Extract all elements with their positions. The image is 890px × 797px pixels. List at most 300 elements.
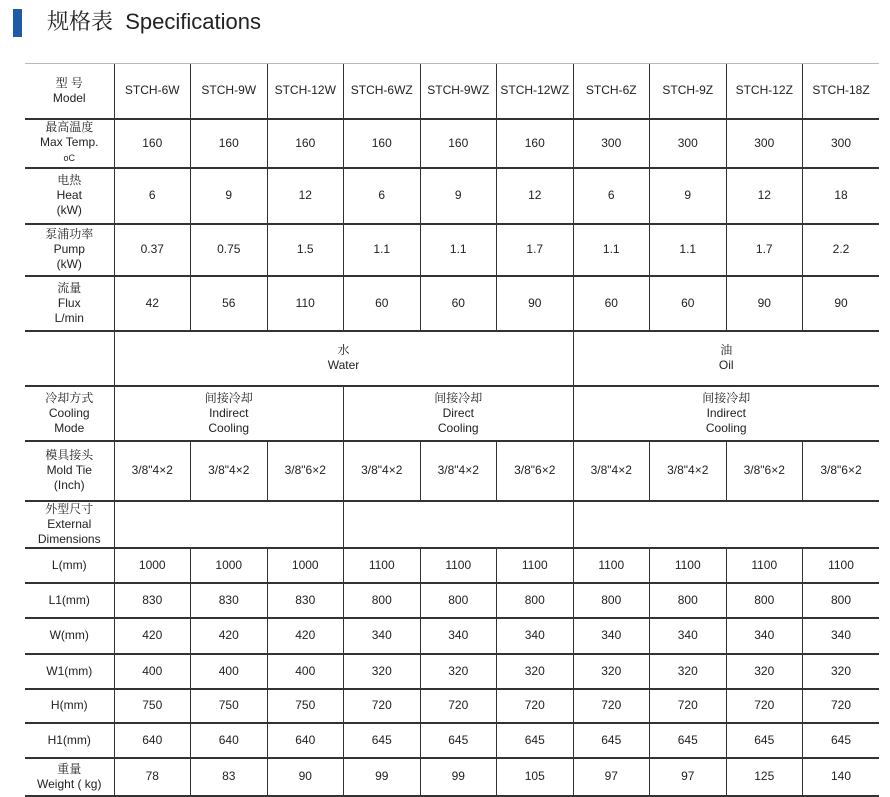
weight-value-text: 105 — [524, 769, 545, 783]
dim-value — [267, 618, 344, 654]
flux-row — [25, 276, 879, 331]
dim-value-text: 400 — [295, 663, 316, 678]
model-name — [114, 64, 191, 119]
medium-label — [25, 331, 114, 386]
dim-value — [497, 548, 574, 583]
mold_tie-value — [726, 441, 803, 501]
dim-label — [25, 583, 114, 618]
pump-label-text: Pump — [53, 242, 85, 256]
pump-value — [344, 224, 421, 276]
dim-value — [650, 583, 727, 618]
dim-value — [650, 618, 727, 654]
external-water — [114, 501, 344, 548]
flux-value — [114, 276, 191, 331]
weight-value-text: 78 — [145, 769, 159, 783]
pump-value-text: 1.5 — [296, 242, 314, 256]
pump-value — [726, 224, 803, 276]
dim-value — [344, 654, 421, 689]
flux-value-text: 110 — [295, 295, 315, 310]
dim-value — [191, 723, 268, 758]
dim-value — [650, 548, 727, 583]
dim-value-text: 720 — [371, 698, 392, 712]
heat-value — [803, 168, 880, 224]
medium-row — [25, 331, 879, 386]
pump-label — [25, 224, 114, 276]
medium-oil — [573, 331, 879, 386]
dim-value-text: 340 — [830, 628, 852, 642]
dim-value — [803, 548, 880, 583]
heat-value-text: 12 — [757, 188, 771, 202]
max_temp-value-text: 160 — [371, 135, 392, 150]
mold_tie-value — [191, 441, 268, 501]
cooling-mode-text: Cooling — [437, 420, 479, 435]
dim-value — [573, 548, 650, 583]
dim-value — [344, 723, 421, 758]
heat-value-text: 18 — [834, 188, 848, 202]
max_temp-value — [803, 119, 880, 168]
dim-value-text: 645 — [371, 732, 392, 747]
flux-value-text: 60 — [604, 295, 618, 310]
model-name-text: STCH-12Z — [735, 83, 793, 98]
model-name-text: STCH-6W — [124, 83, 180, 98]
dim-value-text: 340 — [448, 628, 469, 642]
dim-value — [420, 618, 497, 654]
model-row — [25, 64, 879, 119]
heat-label — [25, 168, 114, 224]
weight-label-text: Weight ( kg) — [37, 776, 102, 791]
model-name-text: STCH-12WZ — [500, 83, 570, 98]
dim-value-text: 645 — [524, 732, 545, 747]
external-oil — [573, 501, 879, 548]
mold_tie-value-text: 3/8"6×2 — [514, 463, 556, 477]
dim-value — [803, 583, 880, 618]
dim-value — [420, 654, 497, 689]
weight-value — [344, 758, 421, 796]
dim-value-text: 800 — [830, 592, 852, 607]
dim-value — [267, 723, 344, 758]
dim-value — [573, 689, 650, 723]
heat-value-text: 9 — [225, 188, 233, 202]
dim-value-text: 800 — [677, 592, 698, 607]
dim-value — [726, 689, 803, 723]
dim-value — [803, 618, 880, 654]
dim-value — [726, 548, 803, 583]
mold_tie-value-text: 3/8"4×2 — [361, 463, 403, 477]
dim-label — [25, 723, 114, 758]
pump-value — [114, 224, 191, 276]
model-name-text: STCH-6Z — [585, 83, 637, 98]
dim-value — [114, 618, 191, 654]
pump-value — [267, 224, 344, 276]
flux-value — [344, 276, 421, 331]
dim-value — [420, 548, 497, 583]
medium-water — [114, 331, 573, 386]
pump-value — [803, 224, 880, 276]
dim-value — [114, 723, 191, 758]
dim-value-text: 1100 — [445, 557, 472, 572]
max_temp-label-text: oC — [63, 153, 75, 163]
weight-value — [497, 758, 574, 796]
cooling-mode-text: Indirect — [209, 405, 249, 420]
dim-value-text: 645 — [754, 732, 775, 747]
dim-value-text: 1100 — [521, 557, 548, 572]
model-name — [573, 64, 650, 119]
cooling-mode — [344, 386, 574, 441]
heat-row — [25, 168, 879, 224]
model-label — [25, 64, 114, 119]
dim-label-text: L(mm) — [51, 557, 87, 572]
pump-value-text: 2.2 — [832, 242, 850, 256]
dim-row — [25, 689, 879, 723]
pump-value — [191, 224, 268, 276]
model-name-text: STCH-6WZ — [350, 83, 413, 98]
dim-value — [114, 654, 191, 689]
weight-value — [650, 758, 727, 796]
mold_tie-label-text: Mold Tie — [46, 463, 92, 477]
mold_tie-value — [114, 441, 191, 501]
dim-value — [573, 654, 650, 689]
dim-value — [497, 723, 574, 758]
max_temp-label-text: Max Temp. — [40, 135, 99, 149]
max_temp-value-text: 160 — [218, 135, 239, 150]
model-name — [420, 64, 497, 119]
weight-value — [573, 758, 650, 796]
mold_tie-value-text: 3/8"6×2 — [284, 463, 326, 477]
dim-label-text: L1(mm) — [48, 592, 90, 607]
dim-value — [726, 654, 803, 689]
cooling-mode-text: 间接冷却 — [204, 390, 253, 405]
heat-value-text: 12 — [298, 188, 312, 202]
dim-value-text: 720 — [601, 698, 622, 712]
dim-value-text: 720 — [830, 698, 852, 712]
dim-value-text: 1100 — [674, 557, 701, 572]
weight-value-text: 97 — [604, 769, 618, 783]
max_temp-value-text: 300 — [601, 135, 622, 150]
heat-value — [344, 168, 421, 224]
max_temp-value — [191, 119, 268, 168]
max_temp-value-text: 300 — [754, 135, 775, 150]
pump-value-text: 0.37 — [140, 242, 164, 256]
dim-value-text: 420 — [295, 628, 316, 642]
max_temp-value-text: 160 — [524, 135, 545, 150]
dim-row — [25, 654, 879, 689]
max_temp-value — [497, 119, 574, 168]
pump-value-text: 1.1 — [449, 242, 467, 256]
max_temp-value — [344, 119, 421, 168]
dim-value-text: 1000 — [215, 557, 243, 572]
dim-value-text: 340 — [754, 628, 775, 642]
model-name — [497, 64, 574, 119]
cooling-mode-text: 间接冷却 — [434, 390, 483, 405]
model-name — [191, 64, 268, 119]
flux-label-text: 流量 — [57, 280, 82, 295]
weight-value-text: 90 — [298, 769, 312, 783]
max_temp-value-text: 160 — [142, 135, 163, 150]
pump-value-text: 1.7 — [526, 242, 544, 256]
weight-value-text: 99 — [375, 769, 389, 783]
max_temp-label-text: 最高温度 — [45, 120, 94, 134]
dim-value-text: 830 — [142, 592, 163, 607]
dim-value-text: 645 — [601, 732, 622, 747]
mold_tie-value-text: 3/8"4×2 — [590, 463, 632, 477]
dim-value-text: 420 — [142, 628, 163, 642]
dim-value — [497, 689, 574, 723]
dim-value-text: 320 — [754, 663, 775, 678]
dim-value-text: 340 — [371, 628, 392, 642]
heat-value — [726, 168, 803, 224]
external-label — [25, 501, 114, 548]
pump-value-text: 1.7 — [755, 242, 773, 256]
mold_tie-value — [573, 441, 650, 501]
cooling-label-text: 冷却方式 — [45, 390, 94, 405]
dim-value — [497, 583, 574, 618]
flux-value-text: 90 — [757, 295, 771, 310]
dim-value — [191, 618, 268, 654]
medium-water-text: 水 — [337, 343, 350, 357]
model-name — [267, 64, 344, 119]
dim-value-text: 320 — [601, 663, 622, 678]
external-label-text: 外型尺寸 — [45, 501, 94, 516]
flux-value — [573, 276, 650, 331]
dim-value — [726, 723, 803, 758]
weight-row — [25, 758, 879, 796]
heat-value-text: 12 — [528, 188, 542, 202]
dim-value-text: 830 — [218, 592, 239, 607]
dim-value-text: 340 — [524, 628, 545, 642]
pump-value — [497, 224, 574, 276]
cooling-mode-text: Direct — [442, 405, 474, 420]
dim-value-text: 320 — [830, 663, 852, 678]
dim-value — [344, 689, 421, 723]
dim-value — [573, 583, 650, 618]
dim-value — [114, 548, 191, 583]
mold_tie-label — [25, 441, 114, 501]
dim-value-text: 1100 — [598, 557, 625, 572]
heat-value — [497, 168, 574, 224]
dim-value-text: 830 — [295, 592, 316, 607]
flux-value-text: 60 — [451, 295, 465, 310]
dim-value — [191, 548, 268, 583]
cooling-mode-text: Indirect — [706, 405, 746, 420]
mold_tie-value — [650, 441, 727, 501]
title-accent-bar — [13, 9, 22, 37]
max_temp-value-text: 160 — [448, 135, 469, 150]
max_temp-value-text: 160 — [295, 135, 316, 150]
max_temp-value-text: 300 — [830, 135, 852, 150]
dim-label-text: W1(mm) — [46, 663, 93, 678]
external-row — [25, 501, 879, 548]
pump-value-text: 1.1 — [679, 242, 697, 256]
flux-value-text: 60 — [375, 295, 389, 310]
dim-value-text: 720 — [524, 698, 545, 712]
dim-value-text: 320 — [677, 663, 698, 678]
dim-label-text: H1(mm) — [47, 732, 91, 747]
dim-value-text: 400 — [218, 663, 239, 678]
dim-value-text: 640 — [295, 732, 316, 747]
weight-label — [25, 758, 114, 796]
dim-value-text: 800 — [754, 592, 775, 607]
weight-value — [726, 758, 803, 796]
mold_tie-row — [25, 441, 879, 501]
weight-value — [803, 758, 880, 796]
cooling-mode-text: 间接冷却 — [702, 390, 751, 405]
dim-value-text: 1000 — [138, 557, 166, 572]
dim-row — [25, 548, 879, 583]
model-label-text: Model — [52, 90, 86, 105]
dim-value — [267, 689, 344, 723]
weight-value — [420, 758, 497, 796]
pump-value — [573, 224, 650, 276]
dim-value — [650, 654, 727, 689]
dim-label — [25, 654, 114, 689]
heat-value-text: 6 — [607, 188, 615, 202]
pump-label-text: 泵浦功率 — [45, 227, 94, 241]
heat-value — [191, 168, 268, 224]
cooling-mode-text: Cooling — [705, 420, 747, 435]
heat-value-text: 6 — [378, 188, 386, 202]
mold_tie-value — [420, 441, 497, 501]
model-name-text: STCH-18Z — [812, 83, 870, 98]
heat-value — [420, 168, 497, 224]
pump-value-text: 1.1 — [602, 242, 620, 256]
dim-value-text: 400 — [142, 663, 163, 678]
model-name-text: STCH-9WZ — [427, 83, 490, 98]
max_temp-value-text: 300 — [677, 135, 698, 150]
cooling-mode-text: Cooling — [208, 420, 250, 435]
dim-value — [420, 723, 497, 758]
dim-value-text: 320 — [524, 663, 545, 678]
external-label-text: Dimensions — [37, 531, 101, 546]
flux-value-text: 90 — [528, 295, 542, 310]
medium-water-text: Water — [327, 358, 360, 372]
flux-label-text: L/min — [54, 310, 84, 325]
mold_tie-value — [497, 441, 574, 501]
dim-value-text: 340 — [677, 628, 698, 642]
model-name — [650, 64, 727, 119]
weight-value — [267, 758, 344, 796]
model-name — [803, 64, 880, 119]
max_temp-label — [25, 119, 114, 168]
dim-value-text: 640 — [142, 732, 163, 747]
cooling-label-text: Mode — [54, 420, 85, 435]
mold_tie-value-text: 3/8"4×2 — [437, 463, 479, 477]
dim-value-text: 750 — [218, 698, 239, 712]
flux-value-text: 90 — [834, 295, 848, 310]
max_temp-value — [267, 119, 344, 168]
dim-value-text: 750 — [295, 698, 316, 712]
dim-value — [803, 689, 880, 723]
dim-label-text: H(mm) — [50, 698, 88, 712]
cooling-mode — [114, 386, 344, 441]
pump-value — [650, 224, 727, 276]
dim-value-text: 320 — [448, 663, 469, 678]
dim-value — [497, 618, 574, 654]
dim-value — [344, 548, 421, 583]
dim-value — [267, 583, 344, 618]
dim-value — [420, 689, 497, 723]
dim-value-text: 800 — [448, 592, 469, 607]
cooling-label — [25, 386, 114, 441]
heat-value-text: 6 — [148, 188, 156, 202]
model-name-text: STCH-9Z — [662, 83, 714, 98]
spec-table — [25, 63, 879, 797]
dim-value — [191, 583, 268, 618]
dim-value-text: 720 — [677, 698, 698, 712]
mold_tie-value — [344, 441, 421, 501]
dim-value-text: 320 — [371, 663, 392, 678]
mold_tie-value — [803, 441, 880, 501]
mold_tie-value-text: 3/8"4×2 — [208, 463, 250, 477]
model-name — [726, 64, 803, 119]
flux-value — [420, 276, 497, 331]
dim-value-text: 750 — [142, 698, 163, 712]
dim-value-text: 720 — [448, 698, 469, 712]
max_temp-value — [650, 119, 727, 168]
dim-value-text: 645 — [677, 732, 698, 747]
mold_tie-value-text: 3/8"6×2 — [743, 463, 785, 477]
max_temp-value — [114, 119, 191, 168]
weight-value-text: 83 — [222, 769, 236, 783]
heat-label-text: 电热 — [57, 173, 82, 187]
dim-value — [191, 689, 268, 723]
flux-value — [803, 276, 880, 331]
mold_tie-value-text: 3/8"6×2 — [820, 463, 862, 477]
dim-row — [25, 618, 879, 654]
dim-value — [650, 689, 727, 723]
dim-value — [344, 618, 421, 654]
heat-label-text: Heat — [56, 188, 82, 202]
model-name — [344, 64, 421, 119]
model-label-text: 型 号 — [55, 75, 83, 90]
dim-value-text: 1100 — [828, 557, 854, 572]
dim-value — [114, 583, 191, 618]
dim-value-text: 645 — [830, 732, 852, 747]
flux-value — [650, 276, 727, 331]
flux-label-text: Flux — [57, 295, 81, 310]
dim-label-text: W(mm) — [49, 628, 89, 642]
flux-value-text: 56 — [222, 295, 236, 310]
dim-value — [420, 583, 497, 618]
dim-label — [25, 618, 114, 654]
weight-value-text: 99 — [451, 769, 465, 783]
external-label-text: External — [47, 516, 92, 531]
medium-oil-text: 油 — [720, 343, 733, 357]
flux-value-text: 42 — [145, 295, 159, 310]
pump-label-text: (kW) — [56, 257, 82, 271]
heat-value — [114, 168, 191, 224]
pump-value — [420, 224, 497, 276]
dim-value-text: 800 — [601, 592, 622, 607]
dim-value-text: 420 — [218, 628, 239, 642]
external-mid — [344, 501, 574, 548]
heat-value-text: 9 — [454, 188, 462, 202]
pump-value-text: 1.1 — [373, 242, 391, 256]
dim-value-text: 1100 — [368, 557, 395, 572]
max_temp-value — [573, 119, 650, 168]
dim-row — [25, 723, 879, 758]
dim-value — [191, 654, 268, 689]
dim-value — [267, 548, 344, 583]
dim-value-text: 800 — [524, 592, 545, 607]
medium-oil-text: Oil — [718, 358, 734, 372]
dim-label — [25, 548, 114, 583]
cooling-row — [25, 386, 879, 441]
mold_tie-label-text: 模具接头 — [45, 448, 94, 462]
mold_tie-value — [267, 441, 344, 501]
cooling-label-text: Cooling — [48, 405, 90, 420]
dim-label — [25, 689, 114, 723]
weight-value-text: 97 — [681, 769, 695, 783]
